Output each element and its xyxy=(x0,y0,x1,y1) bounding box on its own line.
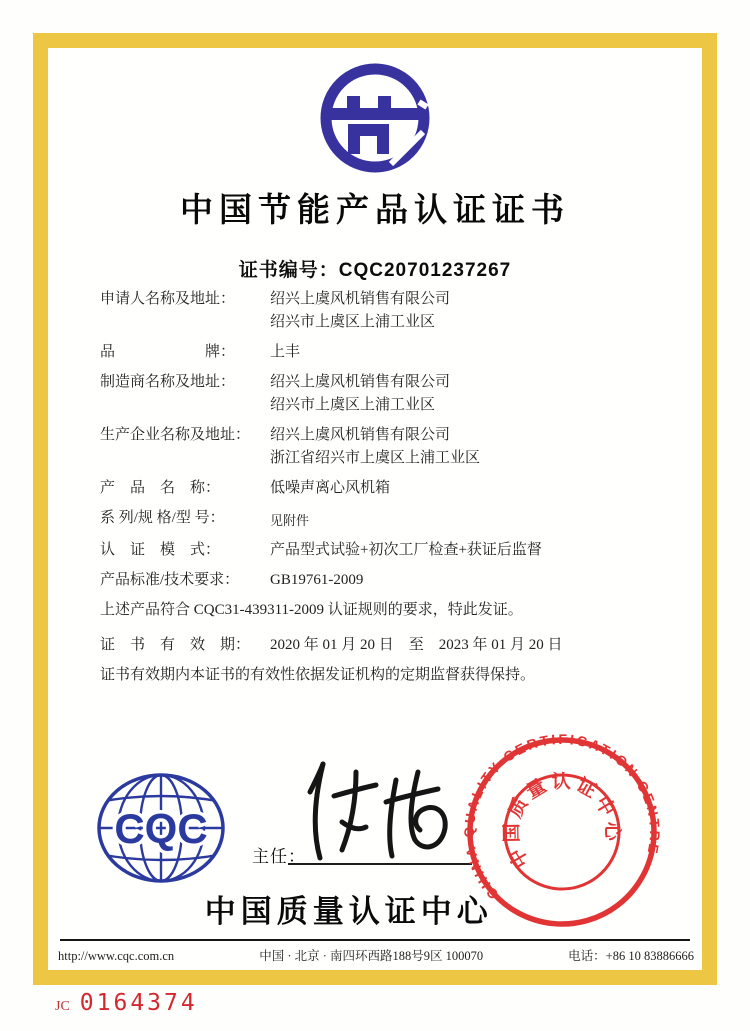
field-value-line: 绍兴市上虞区上浦工业区 xyxy=(270,314,436,330)
footer-url: http://www.cqc.com.cn xyxy=(58,949,175,963)
field-label: 品 牌： xyxy=(100,344,236,360)
field-label: 证 书 有 效 期： xyxy=(100,637,251,653)
field-label: 制造商名称及地址： xyxy=(100,374,236,390)
field-list xyxy=(100,288,662,592)
field-value xyxy=(270,288,662,334)
validity-note: 证书有效期内本证书的有效性依据发证机构的定期监督获得保持。 xyxy=(100,667,536,683)
cqc-globe-logo xyxy=(94,770,228,891)
certificate-number-line xyxy=(0,255,750,282)
stamp-outer-text: CHINA QUALITY CERTIFICATION CENTRE xyxy=(462,732,662,903)
field-value-line: 产品型式试验+初次工厂检查+获证后监督 xyxy=(270,542,542,558)
field-value-line: 见附件 xyxy=(270,513,310,528)
field-label: 系 列/规 格/型 号： xyxy=(100,510,225,526)
field-row xyxy=(100,539,662,562)
field-row xyxy=(100,341,662,364)
field-row xyxy=(100,507,662,532)
field-value xyxy=(270,477,662,500)
field-value-line: 浙江省绍兴市上虞区上浦工业区 xyxy=(270,450,481,466)
field-row xyxy=(100,424,662,470)
field-value xyxy=(270,569,662,592)
footer-divider xyxy=(60,939,690,941)
field-row xyxy=(100,477,662,500)
field-value xyxy=(270,507,662,532)
serial-prefix: JC xyxy=(55,999,70,1014)
field-value-line: 2020 年 01 月 20 日 至 2023 年 01 月 20 日 xyxy=(270,637,563,653)
cqc-logo-text: CQC xyxy=(114,805,208,852)
director-signature xyxy=(296,756,474,869)
field-row xyxy=(100,634,662,657)
certificate-number-label: 证书编号： xyxy=(238,260,339,281)
field-label: 申请人名称及地址： xyxy=(100,291,236,307)
energy-saving-mark-icon xyxy=(315,58,435,183)
field-value xyxy=(270,424,662,470)
field-label: 认 证 模 式： xyxy=(100,542,221,558)
field-value xyxy=(270,371,662,417)
field-value-line: 绍兴市上虞区上浦工业区 xyxy=(270,397,436,413)
field-value xyxy=(270,634,662,657)
footer-address: 中国 · 北京 · 南四环西路188号9区 100070 xyxy=(259,949,484,963)
field-value xyxy=(270,341,662,364)
field-value-line: 低噪声离心风机箱 xyxy=(270,480,391,496)
footer xyxy=(58,946,694,964)
certificate-fields xyxy=(100,288,662,687)
director-label: 主任： xyxy=(252,847,306,866)
field-row xyxy=(100,569,662,592)
serial-number xyxy=(55,990,198,1016)
field-value-line: 绍兴上虞风机销售有限公司 xyxy=(270,427,451,443)
field-row xyxy=(100,288,662,334)
field-value xyxy=(270,539,662,562)
certificate-number-value: CQC20701237267 xyxy=(338,260,512,281)
field-value-line: GB19761-2009 xyxy=(270,572,364,588)
field-row xyxy=(100,371,662,417)
serial-value: 0164374 xyxy=(79,990,198,1016)
issuer-org-name: 中国质量认证中心 xyxy=(204,894,493,929)
field-label: 生产企业名称及地址： xyxy=(100,427,251,443)
svg-text:CHINA QUALITY CERTIFICATION xyxy=(462,732,662,907)
certificate-title: 中国节能产品认证证书 xyxy=(180,191,570,228)
field-value-line: 上丰 xyxy=(270,344,301,360)
footer-phone: 电话：+86 10 83886666 xyxy=(568,949,694,963)
field-label: 产 品 名 称： xyxy=(100,480,221,496)
compliance-statement: 上述产品符合 CQC31-439311-2009 认证规则的要求，特此发证。 xyxy=(100,602,523,618)
stamp-inner-text: 中国质量认证中心 xyxy=(501,771,623,872)
field-value-line: 绍兴上虞风机销售有限公司 xyxy=(270,374,451,390)
validity-row-container xyxy=(100,634,662,657)
field-label: 产品标准/技术要求： xyxy=(100,572,240,588)
field-value-line: 绍兴上虞风机销售有限公司 xyxy=(270,291,451,307)
